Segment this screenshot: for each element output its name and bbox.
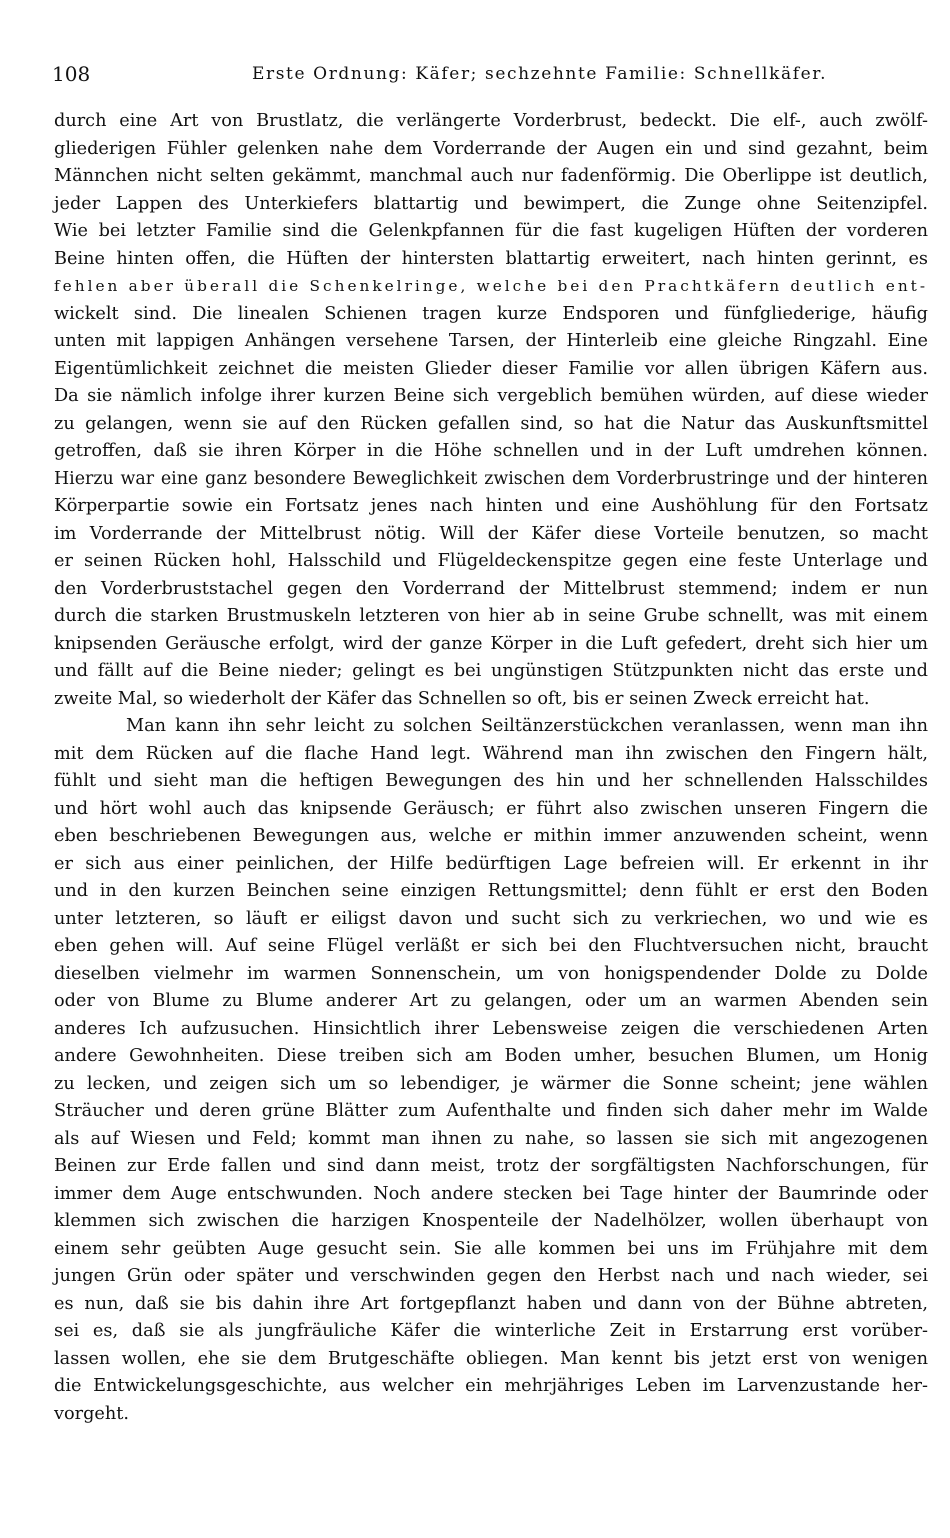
text-line: klemmen sich zwischen die harzigen Knospenteile der Nadelhölzer, wollen überhaupt von — [54, 1211, 928, 1231]
text-line: dieselben vielmehr im warmen Sonnenschein, um von honigspendender Dolde zu Dolde — [54, 963, 928, 984]
text-line: mit dem Rücken auf die flache Hand legt. Während man ihn zwischen den Fingern hält, — [54, 743, 928, 764]
text-line: und in den kurzen Beinchen seine einzigen Rettungsmittel; denn fühlt er erst den Boden — [54, 881, 928, 901]
text-line: zu gelangen, wenn sie auf den Rücken gefallen sind, so hat die Natur das Auskunftsmittel — [54, 413, 928, 434]
text-line: anderes Ich aufzusuchen. Hinsichtlich ihrer Lebensweise zeigen die verschiedenen Arten — [54, 1018, 928, 1039]
text-line: die Entwickelungsgeschichte, aus welcher ein mehrjähriges Leben im Larvenzustande her- — [54, 1376, 928, 1396]
text-line: oder von Blume zu Blume anderer Art zu gelangen, oder um an warmen Abenden sein — [54, 991, 928, 1011]
text-line: knipsenden Geräusche erfolgt, wird der ganze Körper in die Luft gefedert, dreht sich hier um — [54, 633, 928, 654]
text-line: fehlen aber überall die Schenkelringe, welche bei den Prachtkäfern deutlich ent- — [54, 277, 928, 295]
text-line: Hierzu war eine ganz besondere Beweglichkeit zwischen dem Vorderbrustringe und der hinteren — [54, 468, 928, 489]
page-number: 108 — [52, 62, 91, 86]
text-body — [54, 108, 928, 1428]
text-line: vorgeht. — [54, 1403, 130, 1424]
text-line: durch eine Art von Brustlatz, die verlängerte Vorderbrust, bedeckt. Die elf-, auch zwölf- — [54, 111, 928, 131]
text-line: getroffen, daß sie ihren Körper in die Höhe schnellen und in der Luft umdrehen können. — [54, 441, 928, 461]
text-line: den Vorderbruststachel gegen den Vorderrand der Mittelbrust stemmend; indem er nun — [54, 578, 928, 599]
text-line: Wie bei letzter Familie sind die Gelenkpfannen für die fast kugeligen Hüften der vorderen — [54, 221, 928, 241]
text-line: im Vorderrande der Mittelbrust nötig. Will der Käfer diese Vorteile benutzen, so macht — [54, 523, 928, 544]
text-line: Eigentümlichkeit zeichnet die meisten Glieder dieser Familie vor allen übrigen Käfern aus. — [54, 358, 928, 379]
text-line: andere Gewohnheiten. Diese treiben sich am Boden umher, besuchen Blumen, um Honig — [54, 1046, 928, 1066]
text-line: wickelt sind. Die linealen Schienen tragen kurze Endsporen und fünfgliederige, häufig — [54, 303, 928, 324]
text-line: Beine hinten offen, die Hüften der hintersten blattartig erweitert, nach hinten gerinnt, es — [54, 248, 928, 269]
text-line: es nun, daß sie bis dahin ihre Art fortgepflanzt haben und dann von der Bühne abtreten, — [54, 1293, 928, 1314]
text-line: eben gehen will. Auf seine Flügel verläßt er sich bei den Fluchtversuchen nicht, braucht — [54, 936, 928, 956]
running-title: Erste Ordnung: Käfer; sechzehnte Familie: Schnellkäfer. — [252, 64, 828, 84]
text-line: Männchen nicht selten gekämmt, manchmal auch nur fadenförmig. Die Oberlippe ist deutlich, — [54, 166, 928, 186]
text-line: und fällt auf die Beine nieder; gelingt es bei ungünstigen Stützpunkten nicht das erste und — [54, 661, 928, 681]
text-line: Da sie nämlich infolge ihrer kurzen Beine sich vergeblich bemühen würden, auf diese wieder — [54, 386, 928, 406]
text-line: Körperpartie sowie ein Fortsatz jenes nach hinten und eine Aushöhlung für den Fortsatz — [54, 496, 928, 516]
text-line: eben beschriebenen Bewegungen aus, welche er mithin immer anzuwenden scheint, wenn — [54, 826, 928, 846]
text-line: als auf Wiesen und Feld; kommt man ihnen zu nahe, so lassen sie sich mit angezogenen — [54, 1128, 928, 1149]
text-line: zweite Mal, so wiederholt der Käfer das Schnellen so oft, bis er seinen Zweck erreicht hat. — [54, 688, 870, 709]
text-line: und hört wohl auch das knipsende Geräusch; er führt also zwischen unseren Fingern die — [54, 798, 928, 819]
text-line: durch die starken Brustmuskeln letzteren von hier ab in seine Grube schnellt, was mit einem — [54, 606, 928, 626]
text-line: er sich aus einer peinlichen, der Hilfe bedürftigen Lage befreien will. Er erkennt in ihr — [54, 853, 928, 874]
page-header — [52, 60, 932, 90]
text-line: unter letzteren, so läuft er eiligst davon und sucht sich zu verkriechen, wo und wie es — [54, 908, 928, 929]
text-line: er seinen Rücken hohl, Halsschild und Flügeldeckenspitze gegen eine feste Unterlage und — [54, 551, 928, 571]
text-line: jeder Lappen des Unterkiefers blattartig und bewimpert, die Zunge ohne Seitenzipfel. — [54, 193, 928, 214]
text-line: Sträucher und deren grüne Blätter zum Aufenthalte und finden sich daher mehr im Walde — [54, 1101, 928, 1121]
text-line: gliederigen Fühler gelenken nahe dem Vorderrande der Augen ein und sind gezahnt, beim — [54, 138, 928, 159]
text-line: immer dem Auge entschwunden. Noch andere stecken bei Tage hinter der Baumrinde oder — [54, 1183, 928, 1204]
text-line: unten mit lappigen Anhängen versehene Tarsen, der Hinterleib eine gleiche Ringzahl. Eine — [54, 331, 928, 351]
text-line: jungen Grün oder später und verschwinden gegen den Herbst nach und nach wieder, sei — [54, 1266, 928, 1286]
text-line: fühlt und sieht man die heftigen Bewegungen des hin und her schnellenden Halsschildes — [54, 771, 928, 791]
text-line: einem sehr geübten Auge gesucht sein. Sie alle kommen bei uns im Frühjahre mit dem — [54, 1238, 928, 1259]
text-line: sei es, daß sie als jungfräuliche Käfer die winterliche Zeit in Erstarrung erst vorüber- — [54, 1321, 928, 1341]
text-line: Beinen zur Erde fallen und sind dann meist, trotz der sorgfältigsten Nachforschungen, für — [54, 1156, 928, 1176]
text-line: Man kann ihn sehr leicht zu solchen Seiltänzerstückchen veranlassen, wenn man ihn — [126, 716, 928, 736]
text-line: zu lecken, und zeigen sich um so lebendiger, je wärmer die Sonne scheint; jene wählen — [54, 1073, 928, 1094]
text-line: lassen wollen, ehe sie dem Brutgeschäfte obliegen. Man kennt bis jetzt erst von wenigen — [54, 1348, 928, 1369]
